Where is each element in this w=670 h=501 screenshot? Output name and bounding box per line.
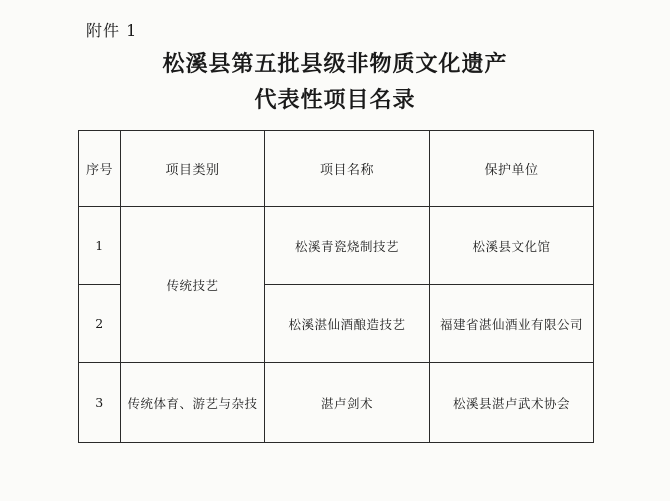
header-cell-category: 项目类别 bbox=[121, 131, 265, 207]
document-title-line-1: 松溪县第五批县级非物质文化遗产 bbox=[162, 52, 508, 77]
row-number: 3 bbox=[79, 363, 121, 443]
header-cell-project-name: 项目名称 bbox=[265, 131, 430, 207]
row-project-name: 湛卢剑术 bbox=[265, 363, 430, 443]
table-row bbox=[79, 207, 594, 285]
row-category-merged: 传统技艺 bbox=[121, 207, 265, 363]
row-category: 传统体育、游艺与杂技 bbox=[121, 363, 265, 443]
attachment-label: 附件 1 bbox=[86, 21, 138, 40]
row-number: 1 bbox=[79, 207, 121, 285]
header-cell-protection-unit: 保护单位 bbox=[430, 131, 594, 207]
table-row bbox=[79, 363, 594, 443]
row-protection-unit: 松溪县湛卢武术协会 bbox=[430, 363, 594, 443]
row-protection-unit: 福建省湛仙酒业有限公司 bbox=[430, 285, 594, 363]
header-cell-number: 序号 bbox=[79, 131, 121, 207]
row-project-name: 松溪青瓷烧制技艺 bbox=[265, 207, 430, 285]
table-header-row bbox=[79, 131, 594, 207]
row-project-name: 松溪湛仙酒酿造技艺 bbox=[265, 285, 430, 363]
row-number: 2 bbox=[79, 285, 121, 363]
document-title-line-2: 代表性项目名录 bbox=[254, 88, 416, 113]
heritage-project-table bbox=[78, 130, 594, 443]
row-protection-unit: 松溪县文化馆 bbox=[430, 207, 594, 285]
